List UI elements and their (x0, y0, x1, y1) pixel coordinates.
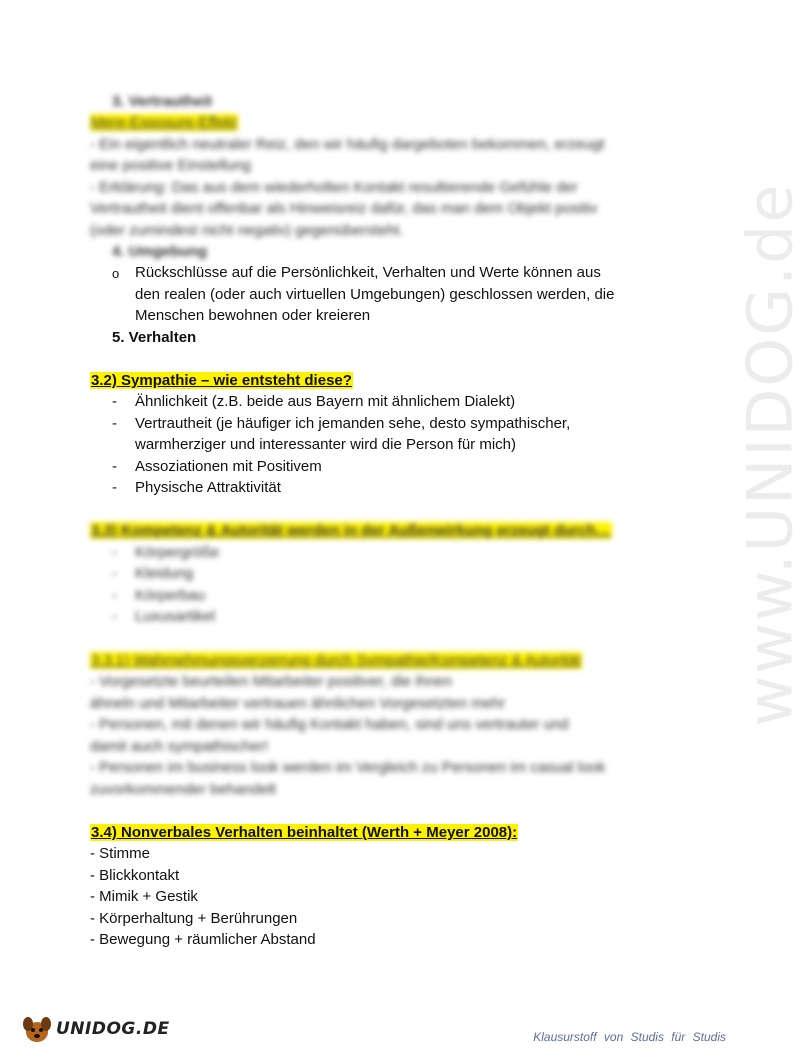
section34-heading: 3.4) Nonverbales Verhalten beinhaltet (Werth + Meyer 2008): (91, 824, 518, 841)
section32-heading: 3.2) Sympathie – wie entsteht diese? (91, 372, 352, 389)
unidog-logo[interactable] (20, 1012, 170, 1046)
section32-item: warmherziger und interessanter wird die Person für mich) (135, 436, 516, 453)
section34-item: - Körperhaltung + Berührungen (90, 910, 298, 927)
dash-bullet-icon: - (112, 608, 117, 625)
section33-item: Körpergröße (135, 544, 220, 561)
dash-bullet-icon: - (112, 479, 117, 496)
dash-bullet-icon: - (112, 565, 117, 582)
section33-item: Kleidung (135, 565, 194, 582)
section32-item: Vertrautheit (je häufiger ich jemanden sehe, desto sympathischer, (135, 415, 571, 432)
dog-icon (20, 1012, 54, 1046)
dash-bullet-icon: - (112, 415, 117, 432)
item4-bullet-line: Menschen bewohnen oder kreieren (135, 307, 371, 324)
section331-line: zuvorkommender behandelt (90, 781, 276, 798)
logo-text: UNIDOG.DE (56, 1019, 170, 1039)
section32-item: Physische Attraktivität (135, 479, 281, 496)
section33-item: Luxusartikel (135, 608, 216, 625)
section32-item: Ähnlichkeit (z.B. beide aus Bayern mit ähnlichem Dialekt) (135, 393, 516, 410)
item5-title: 5. Verhalten (112, 329, 197, 346)
section331-line: - Personen, mit denen wir häufig Kontakt haben, sind uns vertrauter und (90, 716, 569, 733)
section34-item: - Blickkontakt (90, 867, 180, 884)
item3-line: - Erklärung: Das aus dem wiederholten Kontakt resultierende Gefühle der (90, 179, 578, 196)
item3-subheading: Mere-Exposure-Effekt (91, 114, 237, 131)
item4-title: 4. Umgebung (112, 243, 208, 260)
item3-line: (oder zumindest nicht negativ) gegenübersteht. (90, 222, 404, 239)
item3-line: Vertrautheit dient offenbar als Hinweisreiz dafür, das man dem Objekt positiv (90, 200, 598, 217)
dash-bullet-icon: - (112, 393, 117, 410)
section331-line: - Personen im business look werden im Vergleich zu Personen im casual look (90, 759, 606, 776)
section34-item: - Mimik + Gestik (90, 888, 198, 905)
footer-tagline: Klausurstoff von Studis für Studis (533, 1030, 726, 1044)
section331-heading: 3.3.1) Wahrnehmungsverzerrung durch Sympathie/Kompetenz & Autorität (91, 652, 581, 669)
item4-bullet-line: den realen (oder auch virtuellen Umgebungen) geschlossen werden, die (135, 286, 615, 303)
dash-bullet-icon: - (112, 544, 117, 561)
watermark: www.UNIDOG.de (733, 182, 807, 727)
section34-item: - Stimme (90, 845, 150, 862)
section34-item: - Bewegung + räumlicher Abstand (90, 931, 316, 948)
dash-bullet-icon: - (112, 458, 117, 475)
section331-line: damit auch sympathischer! (90, 738, 269, 755)
section33-item: Körperbau (135, 587, 206, 604)
section33-heading: 3.3) Kompetenz & Autorität werden in der Außenwirkung erzeugt durch… (91, 522, 611, 539)
dash-bullet-icon: - (112, 587, 117, 604)
item3-line: - Ein eigentlich neutraler Reiz, den wir häufig dargeboten bekommen, erzeugt (90, 136, 605, 153)
item4-bullet-line: Rückschlüsse auf die Persönlichkeit, Verhalten und Werte können aus (135, 264, 601, 281)
section331-line: - Vorgesetzte beurteilen Mitarbeiter positiver, die ihnen (90, 673, 452, 690)
section331-line: ähneln und Mitarbeiter vertrauen ähnlichen Vorgesetzten mehr (90, 695, 506, 712)
section32-item: Assoziationen mit Positivem (135, 458, 322, 475)
item3-title: 3. Vertrautheit (112, 93, 213, 110)
item3-line: eine positive Einstellung (90, 157, 251, 174)
circle-bullet-icon: o (112, 266, 120, 281)
